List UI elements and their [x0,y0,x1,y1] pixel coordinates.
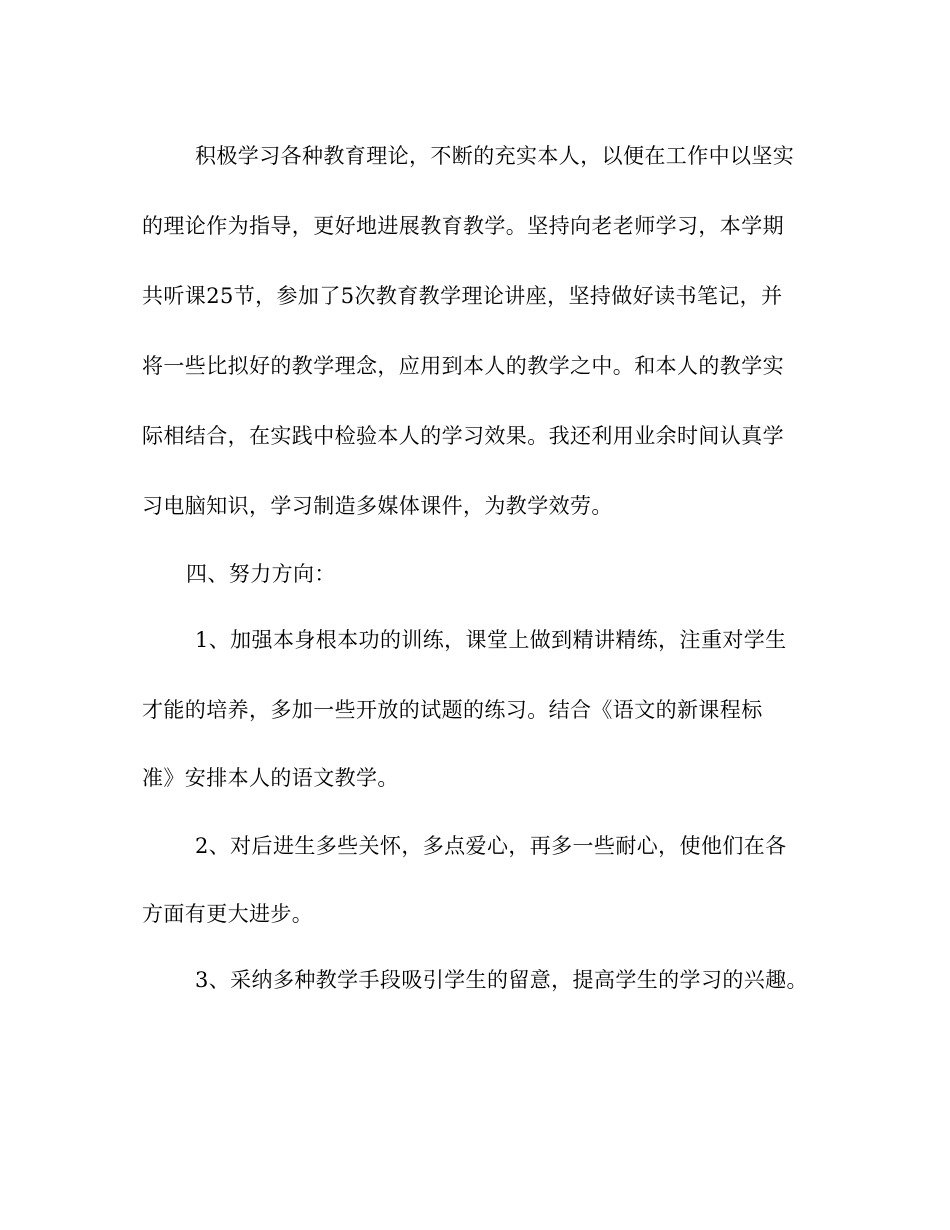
text-line: 的理论作为指导，更好地进展教育教学。坚持向老老师学习，本学期 [142,214,784,238]
text-line: 将一些比拟好的教学理念，应用到本人的教学之中。和本人的教学实 [142,354,784,378]
text-line: 习电脑知识，学习制造多媒体课件，为教学效劳。 [142,494,613,518]
text-line: 准》安排本人的语文教学。 [142,766,399,790]
section-heading: 四、努力方向： [186,562,336,586]
text-line: 2、对后进生多些关怀，多点爱心，再多一些耐心，使他们在各 [195,834,787,858]
text-line: 3、采纳多种教学手段吸引学生的留意，提高学生的学习的兴趣。 [195,968,808,992]
text-line: 际相结合，在实践中检验本人的学习效果。我还利用业余时间认真学 [142,424,784,448]
text-line: 才能的培养，多加一些开放的试题的练习。结合《语文的新课程标 [142,698,763,722]
text-line: 方面有更大进步。 [142,902,314,926]
text-line: 1、加强本身根本功的训练，课堂上做到精讲精练，注重对学生 [195,628,787,652]
text-line: 积极学习各种教育理论，不断的充实本人，以便在工作中以坚实 [195,144,795,168]
text-line: 共听课25节，参加了5次教育教学理论讲座，坚持做好读书笔记，并 [142,284,783,308]
